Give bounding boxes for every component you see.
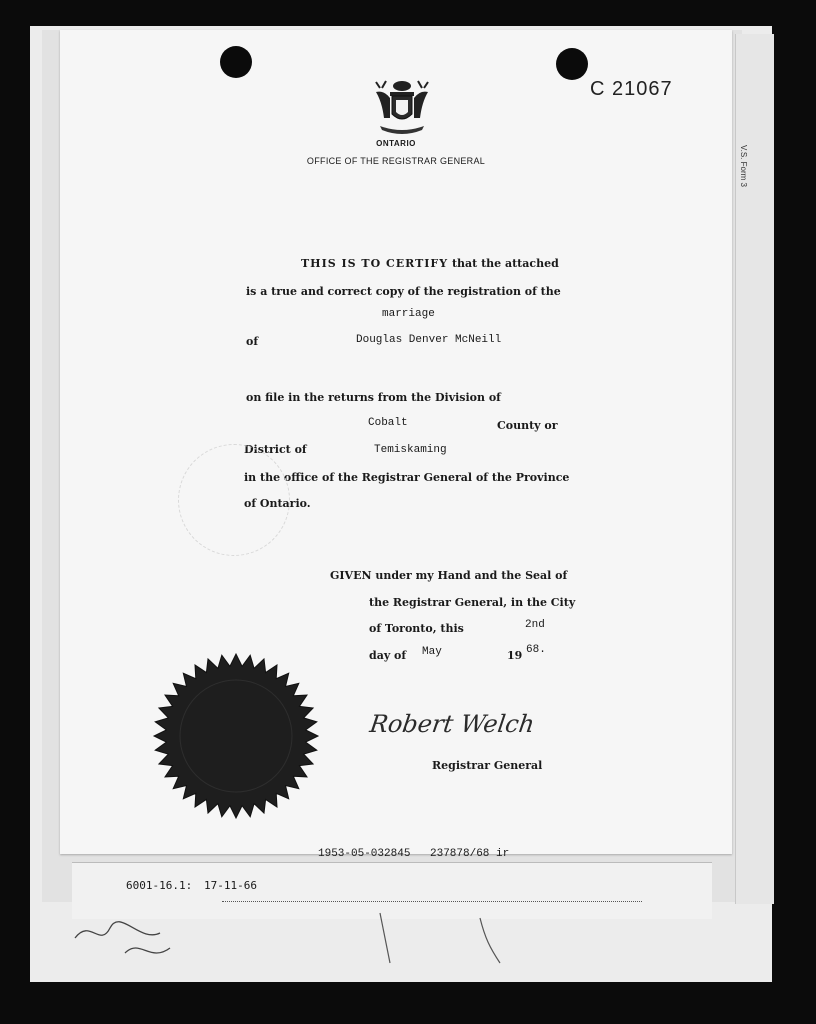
- district-value: Temiskaming: [374, 444, 447, 456]
- county-label: County or: [497, 419, 558, 432]
- province-line: of Ontario.: [244, 497, 311, 510]
- district-label: District of: [244, 443, 307, 456]
- certify-heading: THIS IS TO CERTIFY: [301, 257, 449, 270]
- division-line: on file in the returns from the Division of: [246, 391, 501, 404]
- given-line1: GIVEN under my Hand and the Seal of: [330, 569, 568, 582]
- punch-hole-right: [556, 48, 588, 80]
- registrar-signature: Robert Welch: [368, 710, 537, 738]
- of-label: of: [246, 335, 259, 348]
- ontario-coat-of-arms-icon: [366, 78, 438, 138]
- certify-line2: is a true and correct copy of the registration of the: [246, 285, 561, 298]
- day-value: 2nd: [525, 619, 545, 631]
- year-suffix: 68.: [526, 644, 546, 656]
- certify-text: that the attached: [451, 257, 559, 270]
- office-line: in the office of the Registrar General of the Province: [244, 471, 570, 484]
- month-value: May: [422, 646, 442, 658]
- certificate-number: C 21067: [590, 78, 673, 100]
- form-id-label: V.S. Form 3: [739, 145, 748, 187]
- event-type: marriage: [382, 308, 435, 320]
- office-heading: OFFICE OF THE REGISTRAR GENERAL: [306, 156, 486, 166]
- embossed-seal-impression: [178, 444, 290, 556]
- form-date: 17-11-66: [204, 879, 257, 892]
- given-line2: the Registrar General, in the City: [369, 596, 576, 609]
- registrar-title: Registrar General: [432, 759, 543, 772]
- file-reference: 237878/68 ir: [430, 848, 510, 860]
- person-name: Douglas Denver McNeill: [356, 334, 502, 346]
- province-heading: ONTARIO: [376, 139, 416, 148]
- bottom-handwriting-scraps: [70, 908, 570, 978]
- registration-number: 1953-05-032845: [318, 848, 411, 860]
- division-value: Cobalt: [368, 417, 408, 429]
- given-line3: of Toronto, this: [369, 622, 464, 635]
- registrar-seal-icon: [152, 652, 320, 820]
- year-prefix: 19: [507, 649, 523, 662]
- punch-hole-left: [220, 46, 252, 78]
- day-label: day of: [369, 649, 407, 662]
- form-code: 6001-16.1:: [126, 879, 193, 892]
